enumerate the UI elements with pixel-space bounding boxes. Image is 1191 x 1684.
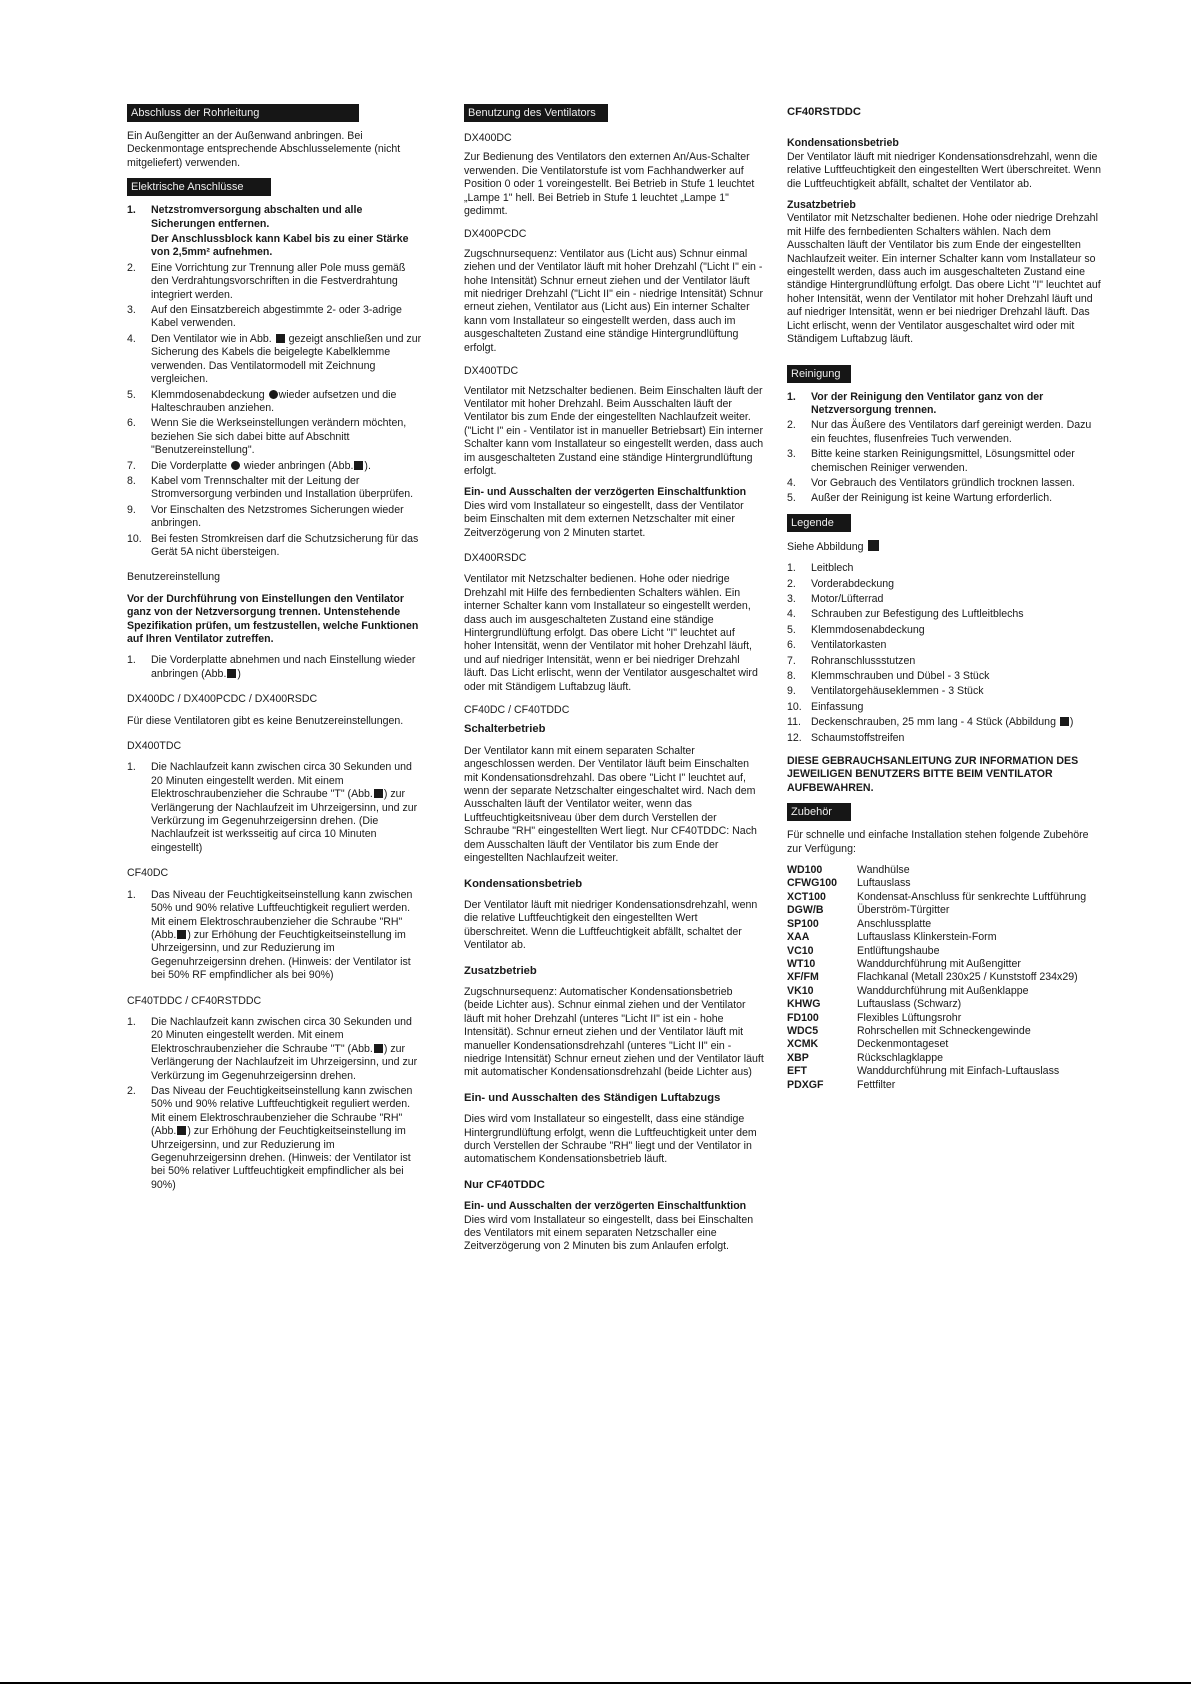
verzoegerung-heading: Ein- und Ausschalten der verzögerten Einschaltfunktion [464,486,747,499]
figure-ref-icon [374,1044,383,1053]
accessory-description: Flexibles Lüftungsrohr [857,1011,962,1024]
elektrische-anschluesse-list [127,204,425,559]
zubehoer-table [787,864,1102,1092]
list-item: Der Anschlussblock kann Kabel bis zu einer Stärke von 2,5mm² aufnehmen. [151,233,409,259]
zusatzbetrieb-heading: Zusatzbetrieb [464,964,537,977]
zusatzbetrieb-text: Ventilator mit Netzschalter bedienen. Hohe oder niedrige Drehzahl mit Hilfe des fernbedienten Schalters wählen. Nach dem Ausschalten läuft der Ventilator bis zum Ende der eingestellten Nachlaufzeit weiter. Ein interner Schalter kann vom Installateur so eingestellt werden, dass auch im ausgeschalteten Zustand eine ständige Hintergrundlüftung erfolgt. Das obere Licht "I" leuchtet auf hoher Intensität, wenn der Ventilator mit hoher Drehzahl läuft und auf niedriger Intensität, wenn er bei niedriger Drehzahl läuft. Das Licht erlischt, wenn der Ventilator ausgeschaltet wird oder mit Ständigem Luftabzug läuft. [787,212,1101,346]
list-item: 8. Klemmschrauben und Dübel - 3 Stück [787,670,990,682]
list-item: 7. Die Vorderplatte wieder anbringen (Abb. ). [127,459,371,472]
figure-ref-icon [374,789,383,798]
accessory-description: Rohrschellen mit Schneckengewinde [857,1024,1031,1037]
part-number-icon [231,461,240,470]
accessory-description: Deckenmontageset [857,1038,949,1051]
accessory-description: Wandhülse [857,864,910,877]
dx400dc-heading: DX400DC [464,132,512,144]
section-header-zubehoer: Zubehör [787,803,851,821]
accessory-description: Flachkanal (Metall 230x25 / Kunststoff 234x29) [857,971,1078,984]
dx400dc-text: Zur Bedienung des Ventilators den externen An/Aus-Schalter verwenden. Die Ventilatorstufe ist vom Fachhandwerker auf Position 0 oder 1 voreingestellt. Bei Betrieb in Stufe 1 leuchtet „Lampe 1" hell. Bei Betrieb in Stufe 1 leuchtet „Lampe 1" gedimmt. [464,151,755,218]
accessory-description: Anschlussplatte [857,917,932,930]
accessory-code: WD100 [787,864,823,877]
accessory-code: XF/FM [787,971,819,984]
accessory-code: VC10 [787,944,814,957]
list-item: 7. Rohranschlussstutzen [787,654,916,667]
models-text: Für diese Ventilatoren gibt es keine Benutzereinstellungen. [127,714,404,727]
figure-ref-icon [227,669,236,678]
dx400tdc-heading: DX400TDC [127,740,182,753]
list-item: 6. Wenn Sie die Werkseinstellungen verändern möchten, beziehen Sie sich dabei bitte auf Abschnitt "Benutzereinstellung". [127,417,407,457]
schalterbetrieb-heading: Schalterbetrieb [464,723,546,736]
list-item: 5. Klemmdosenabdeckung wieder aufsetzen und die Halteschrauben anziehen. [127,388,397,414]
siehe-abbildung: Siehe Abbildung [787,540,1102,554]
benutzereinstellung-warning: Vor der Durchführung von Einstellungen den Ventilator ganz von der Netzversorgung trennen. Untenstehende Spezifikation prüfen, um festzustellen, welche Funktionen auf Ihren Ventilator zutreffen. [127,592,419,645]
list-item: 1. Netzstromversorgung abschalten und alle Sicherungen entfernen. [127,204,363,230]
column-middle [464,104,764,1262]
accessory-description: Wanddurchführung mit Außengitter [857,957,1021,970]
verzoegerung-text: Dies wird vom Installateur so eingestellt, dass der Ventilator beim Einschalten mit dem externen Netzschalter mit einer Zeitverzögerung von 2 Minuten startet. [464,499,744,539]
list-item: 1. Leitblech [787,562,854,575]
list-item: 1. Das Niveau der Feuchtigkeitseinstellung kann zwischen 50% und 90% relative Luftfeuchtigkeit reguliert werden. Mit einem Elektroschraubenzieher die Schraube "RH" (Abb. ) zur Erhöhung der Feuchtigkeitseinstellung im Uhrzeigersinn, und zur Reduzierung im Gegenuhrzeigersinn drehen. (Hinweis: der Ventilator ist bei 50% RF empfindlicher als bei 90%) [127,888,413,982]
accessory-description: Wanddurchführung mit Einfach-Luftauslass [857,1065,1060,1078]
accessory-code: PDXGF [787,1078,824,1091]
schalterbetrieb-text: Der Ventilator kann mit einem separaten Schalter angeschlossen werden. Der Ventilator läuft beim Einschalten mit Kondensationsdrehzahl. Das obere "Licht I" leuchtet auf, wenn der separate Netzschalter eingeschaltet wird. Nach dem Ausschalten läuft der Ventilator weiter, wenn das Luftfeuchtigkeitsniveau über dem durch Verstellen der Schraube "RH" eingestellten Wert liegt. Nur CF40TDDC: Nach dem Ausschalten läuft der Ventilator bis zum Ende der eingestellten Nachlaufzeit weiter. [464,744,757,865]
accessory-description: Luftauslass (Schwarz) [857,998,962,1011]
list-item: 5. Außer der Reinigung ist keine Wartung erforderlich. [787,492,1053,505]
list-item: 10. Bei festen Stromkreisen darf die Schutzsicherung für das Gerät 5A nicht übersteigen. [127,532,419,558]
abschluss-text: Ein Außengitter an der Außenwand anbringen. Bei Deckenmontage entsprechende Abschlusselemente (nicht mitgeliefert) verwenden. [127,130,401,169]
list-item: 5. Klemmdosenabdeckung [787,623,925,636]
list-item: 12. Schaumstoffstreifen [787,731,905,744]
reinigung-list [787,391,1102,506]
aufbewahren-notice: DIESE GEBRAUCHSANLEITUNG ZUR INFORMATION DES JEWEILIGEN BENUTZERS BITTE BEIM VENTILATOR AUFBEWAHREN. [787,755,1079,794]
cf40-heading: CF40DC / CF40TDDC [464,704,570,717]
list-item: 1. Vor der Reinigung den Ventilator ganz von der Netzversorgung trennen. [787,390,1044,416]
accessory-code: XCT100 [787,890,826,903]
accessory-code: DGW/B [787,904,824,917]
section-header-benutzung: Benutzung des Ventilators [464,104,608,122]
accessory-description: Kondensat-Anschluss für senkrechte Luftführung [857,890,1087,903]
figure-ref-icon [868,540,879,551]
figure-ref-icon [1060,717,1069,726]
list-item: 6. Ventilatorkasten [787,639,887,652]
dx400pcdc-text: Zugschnursequenz: Ventilator aus (Licht aus) Schnur einmal ziehen und der Ventilator läuft mit hoher Drehzahl ("Licht I" ein - hohe Intensität) Schnur erneut ziehen und der Ventilator läuft mit niedriger Drehzahl ("Licht II" ein - niedrige Intensität) Schnur erneut ziehen, Ventilator aus (Licht aus) Ein interner Schalter kann vom Installateur so eingestellt werden, dass auch im ausgeschalteten Zustand eine ständige Hintergrundlüftung erfolgt. [464,247,763,354]
accessory-code: XAA [787,931,810,944]
column-right [787,104,1102,1092]
section-header-reinigung: Reinigung [787,365,851,383]
figure-ref-icon [354,461,363,470]
accessory-description: Luftauslass [857,877,911,890]
nur-cf40tddc-heading: Nur CF40TDDC [464,1178,545,1191]
list-item: 2. Nur das Äußere des Ventilators darf gereinigt werden. Dazu ein feuchtes, flusenfreies Tuch verwenden. [787,419,1092,445]
section-header-elektrisch: Elektrische Anschlüsse [127,178,271,196]
accessory-description: Fettfilter [857,1078,896,1091]
accessory-code: KHWG [787,998,821,1011]
staendig-heading: Ein- und Ausschalten des Ständigen Luftabzugs [464,1091,721,1104]
verz-cf40-heading: Ein- und Ausschalten der verzögerten Einschaltfunktion [464,1200,747,1213]
dx400tdc-list [127,761,425,855]
accessory-code: FD100 [787,1011,819,1024]
list-item: 3. Auf den Einsatzbereich abgestimmte 2- oder 3-adrige Kabel verwenden. [127,304,402,330]
dx400tdc-heading: DX400TDC [464,365,519,378]
accessory-description: Entlüftungshaube [857,944,940,957]
list-item: 2. Vorderabdeckung [787,577,895,590]
list-item: 1. Die Nachlaufzeit kann zwischen circa 30 Sekunden und 20 Minuten eingestellt werden. Mit einem Elektroschraubenzieher die Schraube "T" (Abb. ) zur Verlängerung der Nachlaufzeit im Uhrzeigersinn, und zur Verkürzung im Gegenuhrzeigersinn drehen. (Die Nachlaufzeit ist werksseitig auf circa 10 Minuten eingestellt) [127,761,418,854]
list-item: 3. Bitte keine starken Reinigungsmittel, Lösungsmittel oder chemischen Reiniger verwenden. [787,448,1075,474]
verz-cf40-text: Dies wird vom Installateur so eingestellt, dass bei Einschalten des Ventilators mit einem separaten Netzschaller eine Zeitverzögerung von 2 Minuten bis zum Anlaufen erfolgt. [464,1213,754,1253]
accessory-code: VK10 [787,984,814,997]
accessory-code: XCMK [787,1038,819,1051]
part-number-icon [269,390,278,399]
figure-ref-icon [177,930,186,939]
zusatzbetrieb-text: Zugschnursequenz: Automatischer Kondensationsbetrieb (beide Lichter aus). Schnur einmal ziehen und der Ventilator läuft mit hoher Drehzahl (unteres "Licht II" ist ein - hohe Intensität). Schnur erneut ziehen und der Ventilator läuft mit manueller Kondensationsdrehzahl (unteres "Licht II" ein - niedrige Intensität) Schnur erneut ziehen und der Ventilator läuft mit automatischer Kondensationsdrehzahl (beide Lichter aus) [464,985,764,1079]
kondensationsbetrieb-heading: Kondensationsbetrieb [464,877,583,890]
kondensationsbetrieb-heading: Kondensationsbetrieb [787,137,899,150]
models-heading: DX400DC / DX400PCDC / DX400RSDC [127,693,318,706]
list-item: 4. Schrauben zur Befestigung des Luftleitblechs [787,608,1024,621]
cf40dc-heading: CF40DC [127,867,169,880]
zubehoer-intro: Für schnelle und einfache Installation stehen folgende Zubehöre zur Verfügung: [787,829,1089,855]
cf40tddc-heading: CF40TDDC / CF40RSTDDC [127,994,262,1007]
accessory-code: EFT [787,1065,808,1078]
list-item: 9. Ventilatorgehäuseklemmen - 3 Stück [787,685,984,698]
accessory-code: CFWG100 [787,877,838,890]
list-item: 1. Die Vorderplatte abnehmen und nach Einstellung wieder anbringen (Abb. ) [127,654,416,680]
cf40dc-list [127,889,425,983]
list-item: 4. Den Ventilator wie in Abb. gezeigt anschließen und zur Sicherung des Kabels die beigelegte Kabelklemme verwenden. Das Ventilatormodell mit Zeichnung vergleichen. [127,332,422,386]
benutzereinstellung-label: Benutzereinstellung [127,571,221,584]
kondensationsbetrieb-text: Der Ventilator läuft mit niedriger Kondensationsdrehzahl, wenn die relative Luftfeuchtigkeit den eingestellten Wert überschreitet. Wenn die Luftfeuchtigkeit abfällt, schaltet der Ventilator ab. [787,150,1102,190]
accessory-code: SP100 [787,917,819,930]
list-item: 2. Eine Vorrichtung zur Trennung aller Pole muss gemäß den Verdrahtungsvorschriften in die Festverdrahtung integriert werden. [127,261,406,301]
cf40rstddc-heading: CF40RSTDDC [787,106,861,118]
accessory-description: Überström-Türgitter [857,904,950,917]
section-header-abschluss: Abschluss der Rohrleitung [127,104,359,122]
zusatzbetrieb-heading: Zusatzbetrieb [787,199,856,212]
list-item: 9. Vor Einschalten des Netzstromes Sicherungen wieder anbringen. [127,503,404,530]
column-left [127,104,425,1200]
section-header-legende: Legende [787,514,851,532]
list-item: 11. Deckenschrauben, 25 mm lang - 4 Stück (Abbildung ) [787,716,1074,729]
accessory-description: Luftauslass Klinkerstein-Form [857,931,997,944]
accessory-description: Wanddurchführung mit Außenklappe [857,984,1029,997]
list-item: 2. Das Niveau der Feuchtigkeitseinstellung kann zwischen 50% und 90% relative Luftfeuchtigkeit reguliert werden. Mit einem Elektroschraubenzieher die Schraube "RH" (Abb. ) zur Erhöhung der Feuchtigkeitseinstellung im Uhrzeigersinn, und zur Reduzierung im Gegenuhrzeigersinn drehen. (Hinweis: der Ventilator ist bei 50% relativer Luftfeuchtigkeit empfindlicher als bei 90%) [127,1084,413,1191]
dx400rsdc-heading: DX400RSDC [464,551,527,564]
list-item: 10. Einfassung [787,700,864,713]
kondensationsbetrieb-text: Der Ventilator läuft mit niedriger Kondensationsdrehzahl, wenn die relative Luftfeuchtigkeit den eingestellten Wert überschreitet. Wenn die Luftfeuchtigkeit abfällt, schaltet der Ventilator ab. [464,898,758,952]
benutzereinstellung-list [127,654,425,681]
staendig-text: Dies wird vom Installateur so eingestellt, dass eine ständige Hintergrundlüftung erfolgt, wenn die Luftfeuchtigkeit unter dem durch Verstellen der Schraube "RH" liegt und der Ventilator in automatischem Kondensationsbetrieb läuft. [464,1113,757,1166]
figure-ref-icon [276,334,285,343]
list-item: 8. Kabel vom Trennschalter mit der Leitung der Stromversorgung verbinden und Installation überprüfen. [127,474,414,501]
list-item: 4. Vor Gebrauch des Ventilators gründlich trocknen lassen. [787,476,1075,489]
legende-list [787,562,1102,745]
accessory-code: WDC5 [787,1024,819,1037]
accessory-description: Rückschlagklappe [857,1051,943,1064]
accessory-code: WT10 [787,957,816,970]
list-item: 1. Die Nachlaufzeit kann zwischen circa 30 Sekunden und 20 Minuten eingestellt werden. Mit einem Elektroschraubenzieher die Schraube "T" (Abb. ) zur Verlängerung der Nachlaufzeit im Uhrzeigersinn, und zur Verkürzung im Gegenuhrzeigersinn drehen. [127,1015,418,1082]
list-item: 3. Motor/Lüfterrad [787,592,884,605]
accessory-code: XBP [787,1051,809,1064]
figure-ref-icon [177,1126,186,1135]
dx400tdc-text: Ventilator mit Netzschalter bedienen. Beim Einschalten läuft der Ventilator mit hoher Drehzahl. Beim Ausschalten läuft der Ventilator bis zum Ende der eingestellten Nachlaufzeit weiter. ("Licht I" ein - Ventilator ist in manueller Betriebsart) Ein interner Schalter kann vom Installateur so eingestellt werden, dass auch im ausgeschalteten Zustand eine ständige Hintergrundlüftung erfolgt. [464,384,764,477]
dx400rsdc-text: Ventilator mit Netzschalter bedienen. Hohe oder niedrige Drehzahl mit Hilfe des fernbedienten Schalters wählen. Ein interner Schalter kann vom Installateur so eingestellt werden, dass auch im ausgeschalteten Zustand eine ständige Hintergrundlüftung erfolgt. Das obere Licht "I" leuchtet auf hoher Intensität, wenn der Ventilator mit hoher Drehzahl läuft, und auf niedriger Intensität, wenn er bei niedriger Drehzahl läuft. Das Licht erlischt, wenn der Ventilator ausgeschaltet wird oder mit Ständigem Luftabzug läuft. [464,573,758,693]
cf40tddc-list [127,1016,425,1192]
dx400pcdc-heading: DX400PCDC [464,228,527,241]
